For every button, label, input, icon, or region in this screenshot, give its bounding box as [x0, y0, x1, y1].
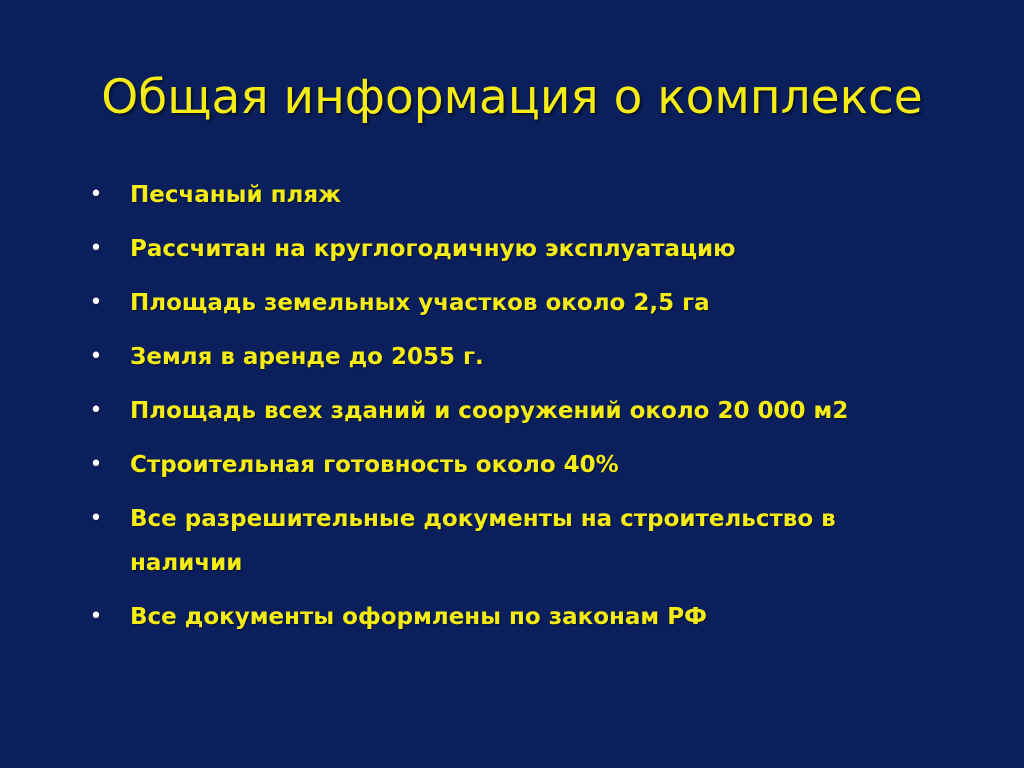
bullet-text: Все разрешительные документы на строительство в наличии: [130, 506, 836, 576]
bullet-item: [0, 227, 1024, 271]
slide-title: Общая информация о комплексе: [101, 70, 923, 125]
bullet-icon: •: [89, 604, 103, 629]
bullet-icon: •: [89, 452, 103, 477]
bullet-icon: •: [89, 344, 103, 369]
bullet-text: Песчаный пляж: [130, 182, 341, 208]
bullet-icon: •: [89, 182, 103, 207]
bullet-item: [0, 335, 1024, 379]
bullet-icon: •: [89, 290, 103, 315]
bullet-icon: •: [89, 398, 103, 423]
bullet-text: Площадь всех зданий и сооружений около 20 000 м2: [130, 398, 849, 424]
bullet-item: [0, 595, 1024, 639]
bullet-item: [0, 389, 1024, 433]
bullet-text: Рассчитан на круглогодичную эксплуатацию: [130, 236, 736, 262]
bullet-list: [0, 173, 1024, 649]
bullet-icon: •: [89, 236, 103, 261]
bullet-icon: •: [89, 506, 103, 531]
bullet-item: [0, 497, 1024, 585]
bullet-item: [0, 173, 1024, 217]
bullet-item: [0, 281, 1024, 325]
bullet-text: Строительная готовность около 40%: [130, 452, 619, 478]
bullet-text: Все документы оформлены по законам РФ: [130, 604, 707, 630]
bullet-text: Площадь земельных участков около 2,5 га: [130, 290, 710, 316]
bullet-text: Земля в аренде до 2055 г.: [130, 344, 484, 370]
bullet-item: [0, 443, 1024, 487]
